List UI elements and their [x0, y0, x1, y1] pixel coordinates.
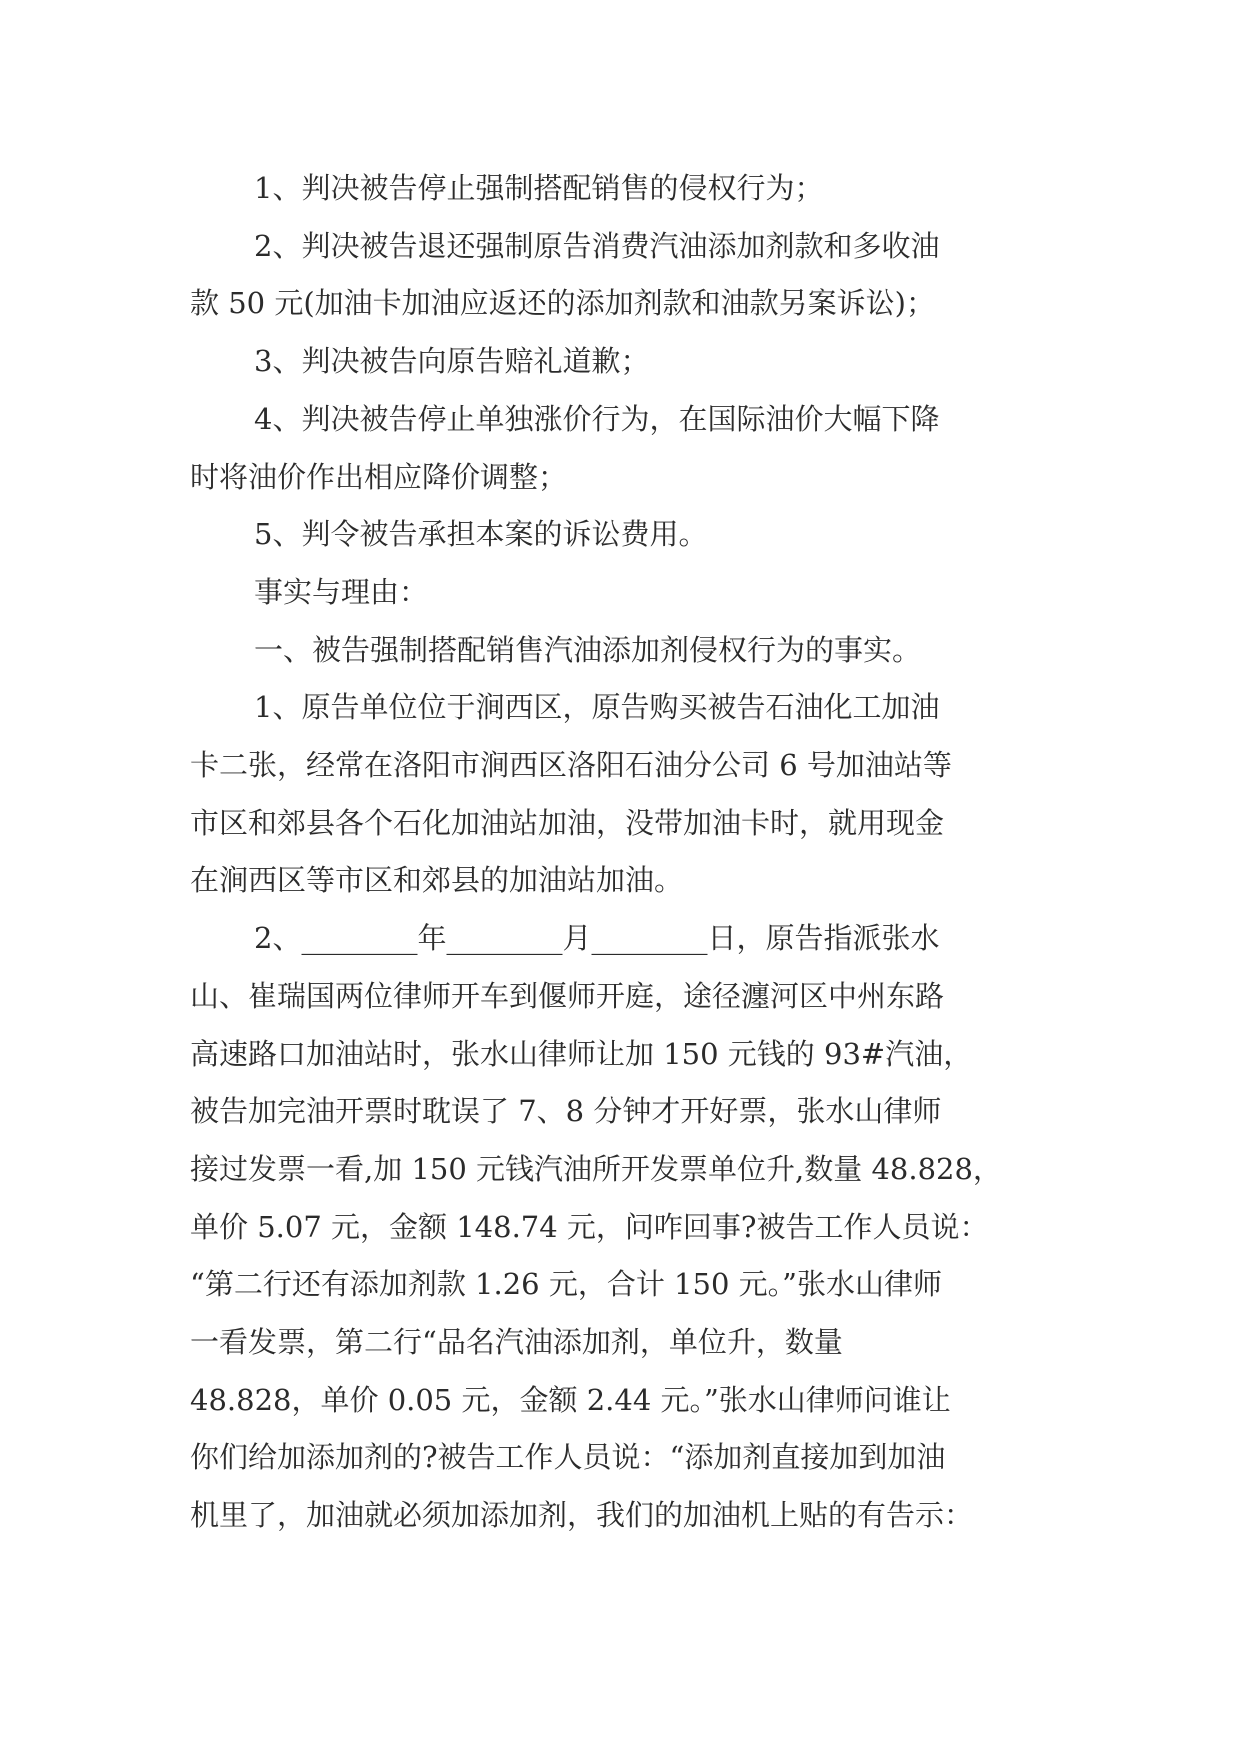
text-line: 4、判决被告停止单独涨价行为，在国际油价大幅下降	[254, 401, 940, 436]
text-line: 山、崔瑞国两位律师开车到偃师开庭，途径瀍河区中州东路	[190, 978, 945, 1013]
text-line: 一、被告强制搭配销售汽油添加剂侵权行为的事实。	[254, 632, 922, 667]
text-line: “第二行还有添加剂款 1.26 元，合计 150 元。”张水山律师	[190, 1267, 942, 1302]
text-line: 款 50 元(加油卡加油应返还的添加剂款和油款另案诉讼)；	[190, 286, 935, 321]
text-line: 1、原告单位位于涧西区，原告购买被告石油化工加油	[254, 690, 940, 725]
paragraph-claim-5	[190, 506, 1050, 564]
text-line: 时将油价作出相应降价调整；	[190, 459, 568, 494]
paragraph-claim-2	[190, 218, 1050, 333]
paragraph-claim-4	[190, 391, 1050, 506]
text-line: 被告加完油开票时耽误了 7、8 分钟才开好票，张水山律师	[190, 1094, 942, 1129]
text-line: 市区和郊县各个石化加油站加油，没带加油卡时，就用现金	[190, 805, 945, 840]
paragraph-claim-3	[190, 333, 1050, 391]
text-line: 卡二张，经常在洛阳市涧西区洛阳石油分公司 6 号加油站等	[190, 748, 952, 783]
text-line: 接过发票一看,加 150 元钱汽油所开发票单位升,数量 48.828，	[190, 1151, 1002, 1186]
text-line: 在涧西区等市区和郊县的加油站加油。	[190, 863, 684, 898]
paragraph-fact-1	[190, 679, 1050, 910]
subsection-heading-1	[190, 622, 1050, 680]
text-line: 1、判决被告停止强制搭配销售的侵权行为；	[254, 171, 824, 205]
text-line: 48.828，单价 0.05 元，金额 2.44 元。”张水山律师问谁让	[190, 1382, 951, 1417]
document-body	[190, 160, 1050, 1545]
text-line: 一看发票，第二行“品名汽油添加剂，单位升，数量	[190, 1325, 843, 1360]
text-line: 5、判令被告承担本案的诉讼费用。	[254, 517, 708, 552]
text-line: 2、________年________月________日，原告指派张水	[254, 921, 940, 956]
paragraph-fact-2	[190, 910, 1050, 1545]
paragraph-claim-1	[190, 160, 1050, 218]
text-line: 高速路口加油站时，张水山律师让加 150 元钱的 93#汽油，	[190, 1036, 973, 1071]
text-line: 机里了，加油就必须加添加剂，我们的加油机上贴的有告示：	[190, 1498, 974, 1533]
text-line: 2、判决被告退还强制原告消费汽油添加剂款和多收油	[254, 228, 940, 263]
text-line: 3、判决被告向原告赔礼道歉；	[254, 344, 650, 379]
text-line: 你们给加添加剂的?被告工作人员说：“添加剂直接加到加油	[190, 1440, 946, 1475]
text-line: 事实与理由：	[254, 574, 429, 609]
section-heading-facts	[190, 564, 1050, 622]
text-line: 单价 5.07 元，金额 148.74 元，问咋回事?被告工作人员说：	[190, 1209, 989, 1244]
